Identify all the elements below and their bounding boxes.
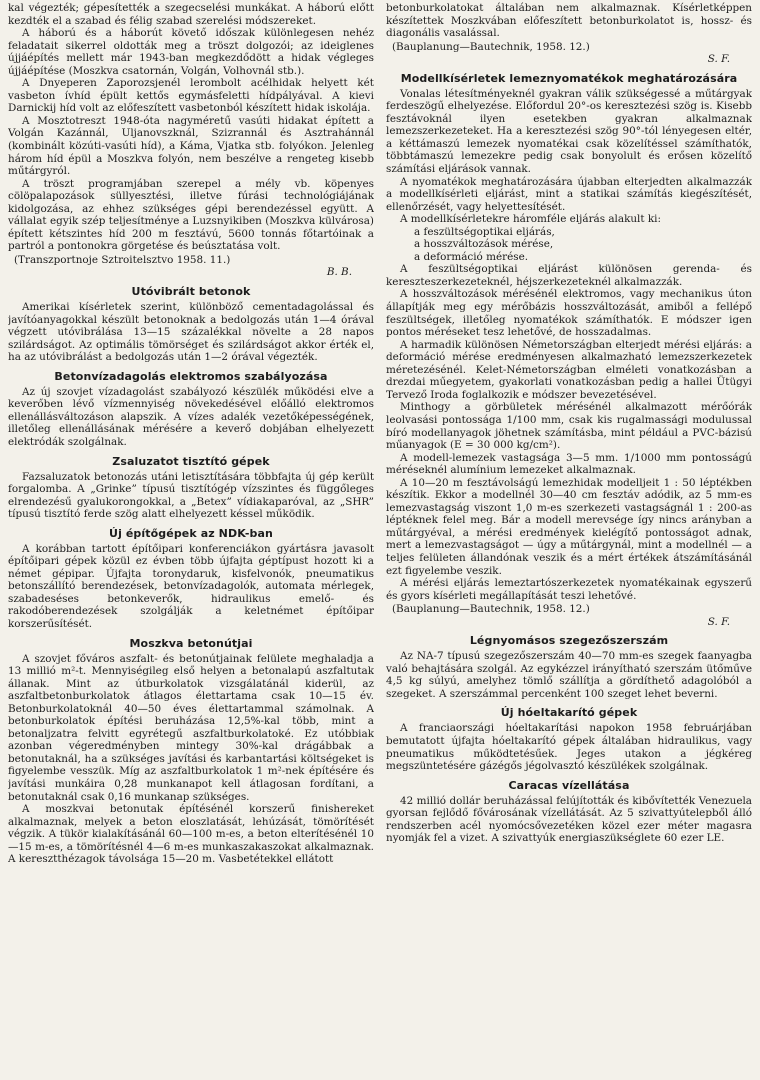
intro-source: (Transzportnoje Sztroitelsztvo 1958. 11.) (14, 253, 231, 266)
modell-paragraph-8: A modell-lemezek vastagsága 3—5 mm. 1/1000 mm pontosságú méréseknél alumínium lemezeket alkalmaznak. (386, 451, 752, 477)
list-item: a deformáció mérése. (414, 250, 529, 263)
modell-source: (Bauplanung—Bautechnik, 1958. 12.) (392, 603, 590, 616)
modell-method-list (386, 226, 752, 264)
moszkva-source: (Bauplanung—Bautechnik, 1958. 12.) (392, 40, 590, 53)
section-text-hoeltakarito: A franciaországi hóeltakarítási napokon 1958 februárjában bemutatott újfajta hóeltakarító gépek általában hidraulikus, vagy pneumatikus működtetésűek. Jeges utakon a jégkéreg megszüntetésére gázégős jégolvasztó készülékek szolgálnak. (386, 722, 752, 773)
modell-paragraph-10: A mérési eljárás lemeztartószerkezetek nyomatékainak egyszerű és gyors kísérleti megállapítását teszi lehetővé. (386, 577, 752, 602)
intro-signature: B. B. (326, 266, 352, 279)
modell-paragraph-5: A hosszváltozások mérésénél elektromos, vagy mechanikus úton állapítják meg egy mérőbázis hosszváltozását, amiből a fellépő feszültségek, illetőleg nyomatékok számíthatók. E módszer igen pontos méréseket tesz lehetővé, de hosszadalmas. (386, 288, 752, 339)
intro-paragraph-3: A Dnyeperen Zaporozsjenél lerombolt acélhidak helyett két vasbeton ívhíd épült kettős egymásfeletti hídpályával. A kievi Darnickij híd volt az előfeszített vasbetonból készített hidak iskolája. (8, 77, 374, 115)
section-title-hoeltakarito: Új hóeltakarító gépek (500, 706, 638, 720)
section-text-zsaluzat: Fazsaluzatok betonozás utáni letisztítására többfajta új gép került forgalomba. A „Grinke” típusú tisztítógép vízszintes és függőleges elrendezésű gyalukorongokkal, a „Betex” vídiakaparóval, az „SHR” típusú tisztító ferde szög alatt elhelyezett késsel működik. (8, 470, 374, 521)
modell-paragraph-9: A 10—20 m fesztávolságú lemezhidak modelljeit 1 : 50 léptékben készítik. Ekkor a modellnél 30—40 cm fesztáv adódik, az 5 mm-es lemezvastagság viszont 1,0 m-es szerkezeti vastagságnál 1 : 200-as léptéknek felel meg. Bár a modell merevsége így nincs arányban a műtárgyéval, a mérési eredmények kielégítő pontosságot adnak, mert a lemezvastagságot — úgy a műtárgynál, mint a modellnél — a teljes felületen állandónak veszik és a mért értékek átszámításánál ezt figyelembe veszik. (386, 476, 752, 577)
list-item: a feszültségoptikai eljárás, (414, 225, 555, 238)
modell-signature: S. F. (707, 615, 730, 628)
section-text-szegezo: Az NA-7 típusú szegezőszerszám 40—70 mm-es szegek faanyagba való behajtására szolgál. Az egykézzel irányítható szerszám ütőműve 4,5 kg súlyú, amelyhez tömlő szállítja a gördíthető adagolóból a szegeket. A szerszámmal percenként 100 szeget lehet beverni. (386, 650, 752, 700)
section-text-ndk: A korábban tartott építőipari konferenciákon gyártásra javasolt építőipari gépek közül ez évben több újfajta géptípust hozott ki a német gépipar. Újfajta toronydaruk, kisfelvonók, pneumatikus betonszállító berendezések, betonvízadagolók, automata mérlegek, szabadeséses betonkeverők, hidraulikus emelő- és rakodóberendezések szolgálják a keletnémet építőipar korszerűsítését. (8, 542, 374, 630)
left-column (8, 2, 374, 1080)
intro-paragraph-2: A háború és a háborút követő időszak különlegesen nehéz feladatait sikerrel oldották meg a tröszt dolgozói; az ideiglenes újjáépítés mellett már 1943-ban megkezdődött a hidak végleges újjáépítése (Moszkva csatornán, Volgán, Volhovnál stb.). (8, 27, 374, 77)
modell-paragraph-2: A nyomatékok meghatározására újabban elterjedten alkalmazzák a modellkísérleti eljárást, mint a statikai számítás kiegészítését, ellenőrzését, vagy helyettesítését. (386, 175, 752, 213)
modell-paragraph-1: Vonalas létesítményeknél gyakran válik szükségessé a műtárgyak ferdeszögű elhelyezése. Előfordul 20°-os keresztezési szög is. Kisebb fesztávoknál ilyen esetekben gyakran alkalmaznak lemezszerkezeteket. Ha a keresztezési szög 90°-tól lényegesen eltér, a kéttámaszú lemezek nyomatékai csak közelítéssel számíthatók, többtámaszú lemezekre pedig csak bonyolult és erősen közelítő számítási eljárások vannak. (386, 87, 752, 176)
section-title-modellkiserletek: Modellkísérletek lemeznyomatékok meghatározására (400, 71, 738, 85)
section-title-ndk: Új építőgépek az NDK-ban (109, 526, 273, 540)
section-text-caracas: 42 millió dollár beruházással felújították és kibővítették Venezuela gyorsan fejlődő fővárosának vízellátását. Az 5 szivattyútelepből álló rendszerben acél nyomócsővezetéken közel ezer méter magasra nyomják fel a vizet. A szivattyúk energiaszükséglete 60 ezer LE. (386, 794, 752, 845)
moszkva-continuation: betonburkolatokat általában nem alkalmaznak. Kísérletképpen készítettek Moszkvában előfeszített betonburkolatot is, hossz- és diagonális vasalással. (386, 2, 752, 40)
section-title-utovibralt: Utóvibrált betonok (131, 285, 251, 299)
intro-paragraph-1: kal végezték; gépesítették a szegecselési munkákat. A háború előtt kezdték el a szabad és félig szabad szerelési módszereket. (8, 2, 374, 27)
section-text-moszkva-1: A szovjet főváros aszfalt- és betonútjainak felülete meghaladja a 13 millió m²-t. Mennyiségileg első helyen a betonalapú aszfaltutak állanak. Mint az útburkolatok vizsgálatánál kiderül, az aszfaltbetonburkolatok átlagos élettartama csak 10—15 év. Betonburkolatoknál 40—50 éves élettartammal számolnak. A betonburkolatok építési beruházása 12,5%-kal több, mint a betonaljzatra felvitt egyrétegű aszfaltburkolatoké. Ez utóbbiak azonban végeredményben mintegy 30%-kal drágábbak a betonutaknál, ha a szükséges javítási és karbantartási költségeket is figyelembe vesszük. Míg az aszfaltburkolatok 1 m²-nek építésére és javítási munkáira 0,28 munkanapot kell átlagosan fordítani, a betonutaknál csak 0,16 munkanap szükséges. (8, 652, 374, 803)
modell-paragraph-7: Minthogy a görbületek mérésénél alkalmazott mérőórák leolvasási pontossága 1/100 mm, csak kis rugalmassági modulussal bíró modellanyagok jöhetnek számításba, mint például a PVC-bázisú műanyagok (E = 30 000 kg/cm²). (386, 401, 752, 452)
right-column (386, 2, 752, 1080)
section-title-caracas: Caracas vízellátása (508, 778, 630, 792)
intro-paragraph-4: A Mosztotreszt 1948-óta nagyméretű vasúti hidakat épített a Volgán Kazánnál, Uljanovszknál, Szizrannál és Asztrahánnál (kombinált közúti-vasúti híd), a Káma, Vjatka stb. folyókon. Jelenleg három híd épül a Moszkva folyón, nem beszélve a rengeteg kisebb műtárgyról. (8, 114, 374, 178)
moszkva-signature: S. F. (707, 53, 730, 66)
section-title-szegezo: Légnyomásos szegezőszerszám (469, 634, 669, 648)
section-title-vizadagolas: Betonvízadagolás elektromos szabályozása (54, 369, 328, 383)
list-item: a hosszváltozások mérése, (414, 238, 554, 251)
section-text-vizadagolas: Az új szovjet vízadagolást szabályozó készülék működési elve a keverőben lévő vízmennyiség növekedésével előálló elektromos ellenállásváltozáson alapszik. A vízes adalék vezetőképességének, illetőleg ellenállásának mérésére a keverő dobjában elhelyezett elektródák szolgálnak. (8, 385, 374, 448)
section-text-moszkva-2: A moszkvai betonutak építésénél korszerű finishereket alkalmaznak, melyek a beton eloszlatását, lehúzását, tömörítését végzik. A tükör kialakításánál 60—100 m-es, a beton elterítésénél 10—15 m-es, a tömörítésnél 4—6 m-es munkaszakaszokat alkalmaznak. A keresztthézagok távolsága 15—20 m. Vasbetétekkel ellátott (8, 803, 374, 866)
section-title-moszkva: Moszkva betonútjai (129, 636, 253, 650)
modell-paragraph-3: A modellkísérletekre háromféle eljárás alakult ki: (400, 213, 661, 226)
section-text-utovibralt: Amerikai kísérletek szerint, különböző cementadagolással és javítóanyagokkal készült betonoknak a bedolgozás után 1—4 órával végzett utóvibrálása 13—15 százalékkal növelte a 28 napos szilárdságot. Az optimális tömörséget és szilárdságot akkor érték el, ha az utóvibrálást a bedolgozás után 1—2 órával végezték. (8, 301, 374, 364)
modell-paragraph-4: A feszültségoptikai eljárást különösen gerenda- és kereszteszerkezeteknél, héjszerkezeteknél alkalmazzák. (386, 263, 752, 288)
section-title-zsaluzat: Zsaluzatot tisztító gépek (112, 454, 270, 468)
intro-paragraph-5: A tröszt programjában szerepel a mély vb. köpenyes cölöpalapozások süllyesztési, illetve fúrási technológiájának kidolgozása, az ehhez szükséges gépi berendezéssel együtt. A vállalat egyik szép teljesítménye a Luzsnyikiben (Moszkva külvárosa) épített kétszintes híd 200 m fesztávú, 5600 tonnás főtartóinak a partról a pontonokra görgetése és beúsztatása volt. (8, 177, 374, 253)
modell-paragraph-6: A harmadik különösen Németországban elterjedt mérési eljárás: a deformáció mérése eredményesen alkalmazható lemezszerkezetek méretezésénél. Kelet-Németországban elméleti vonatkozásban a drezdai műegyetem, gyakorlati vonatkozásban pedig a hallei Ütügyi Tervező Iroda foglalkozik e módszer bevezetésével. (386, 338, 752, 401)
